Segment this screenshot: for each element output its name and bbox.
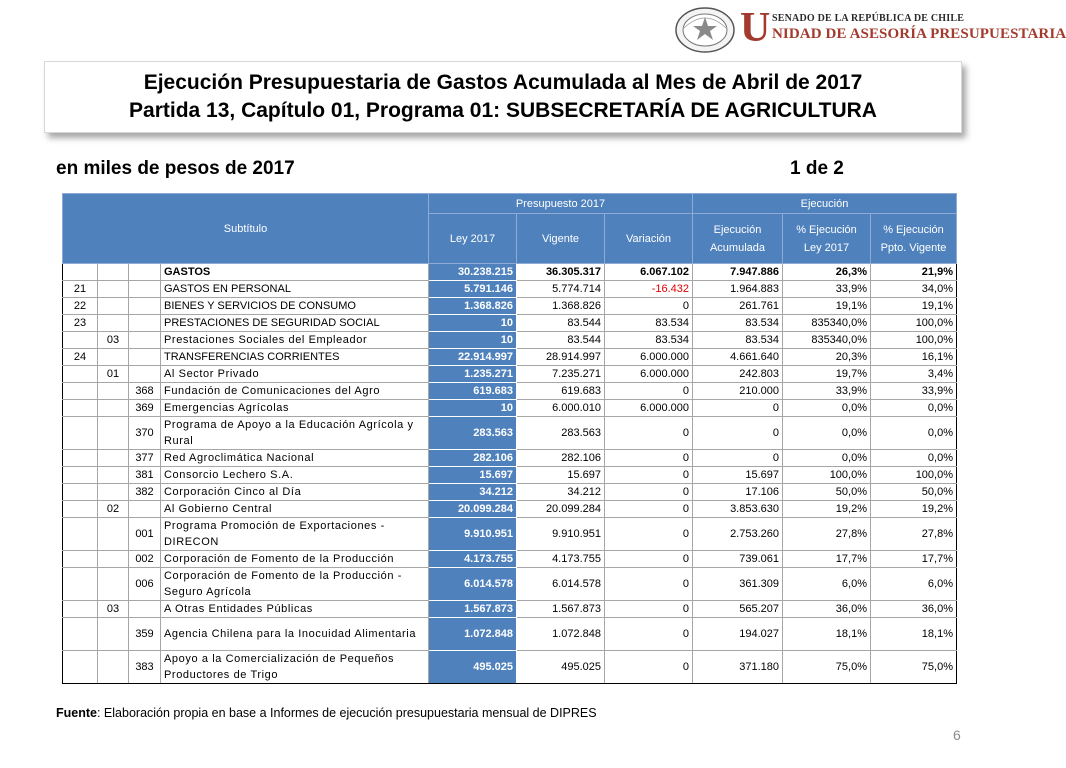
table-row bbox=[63, 467, 957, 484]
cell-variacion: 0 bbox=[605, 484, 693, 501]
cell-vigente: 6.000.010 bbox=[517, 400, 605, 417]
cell-ley-2017: 22.914.997 bbox=[429, 349, 517, 366]
cell-description: BIENES Y SERVICIOS DE CONSUMO bbox=[161, 298, 429, 315]
cell-ley-2017: 5.791.146 bbox=[429, 281, 517, 298]
table-row bbox=[63, 332, 957, 349]
cell-variacion: 0 bbox=[605, 501, 693, 518]
cell-ejecucion-acumulada: 0 bbox=[693, 417, 783, 450]
cell-pct-vigente: 19,1% bbox=[871, 298, 957, 315]
cell-ley-2017: 282.106 bbox=[429, 450, 517, 467]
cell-ejecucion-acumulada: 739.061 bbox=[693, 551, 783, 568]
senado-seal-icon bbox=[674, 6, 736, 54]
cell-code-asignacion: 382 bbox=[129, 484, 161, 501]
cell-ley-2017: 34.212 bbox=[429, 484, 517, 501]
cell-code-subtitulo bbox=[63, 467, 98, 484]
cell-pct-vigente: 16,1% bbox=[871, 349, 957, 366]
cell-code-asignacion: 383 bbox=[129, 651, 161, 684]
cell-code-asignacion: 006 bbox=[129, 568, 161, 601]
table-row bbox=[63, 618, 957, 651]
cell-code-subtitulo bbox=[63, 484, 98, 501]
cell-code-subtitulo: 22 bbox=[63, 298, 98, 315]
senado-label: SENADO DE LA REPÚBLICA DE CHILE bbox=[772, 13, 965, 24]
cell-code-asignacion: 002 bbox=[129, 551, 161, 568]
cell-description: Corporación de Fomento de la Producción - Seguro Agrícola bbox=[161, 568, 429, 601]
cell-code-subtitulo bbox=[63, 383, 98, 400]
cell-ejecucion-acumulada: 371.180 bbox=[693, 651, 783, 684]
cell-pct-ley: 19,7% bbox=[783, 366, 871, 383]
cell-code-item bbox=[98, 298, 129, 315]
cell-code-subtitulo: 24 bbox=[63, 349, 98, 366]
title-box bbox=[44, 61, 962, 133]
cell-description: Corporación Cinco al Día bbox=[161, 484, 429, 501]
cell-code-item bbox=[98, 551, 129, 568]
table-row bbox=[63, 568, 957, 601]
cell-vigente: 619.683 bbox=[517, 383, 605, 400]
cell-ejecucion-acumulada: 83.534 bbox=[693, 315, 783, 332]
cell-variacion: 0 bbox=[605, 518, 693, 551]
cell-vigente: 5.774.714 bbox=[517, 281, 605, 298]
units-label: en miles de pesos de 2017 bbox=[56, 158, 295, 179]
header-ley: Ley 2017 bbox=[429, 214, 517, 264]
cell-code-subtitulo bbox=[63, 264, 98, 281]
table-row bbox=[63, 298, 957, 315]
cell-pct-vigente: 6,0% bbox=[871, 568, 957, 601]
cell-code-item: 03 bbox=[98, 332, 129, 349]
cell-code-item bbox=[98, 467, 129, 484]
header-vigente: Vigente bbox=[517, 214, 605, 264]
cell-code-asignacion: 001 bbox=[129, 518, 161, 551]
source-label: Fuente bbox=[56, 706, 97, 720]
cell-code-subtitulo bbox=[63, 568, 98, 601]
table-row bbox=[63, 264, 957, 281]
header-ejecucion-acumulada: Ejecución Acumulada bbox=[693, 214, 783, 264]
cell-code-asignacion bbox=[129, 601, 161, 618]
cell-code-asignacion bbox=[129, 501, 161, 518]
cell-code-subtitulo bbox=[63, 450, 98, 467]
cell-code-subtitulo bbox=[63, 400, 98, 417]
cell-vigente: 6.014.578 bbox=[517, 568, 605, 601]
cell-ejecucion-acumulada: 210.000 bbox=[693, 383, 783, 400]
cell-code-asignacion: 377 bbox=[129, 450, 161, 467]
cell-description: Consorcio Lechero S.A. bbox=[161, 467, 429, 484]
cell-code-subtitulo: 23 bbox=[63, 315, 98, 332]
cell-pct-ley: 6,0% bbox=[783, 568, 871, 601]
cell-pct-ley: 18,1% bbox=[783, 618, 871, 651]
cell-description: Agencia Chilena para la Inocuidad Alimentaria bbox=[161, 618, 429, 651]
cell-variacion: -16.432 bbox=[605, 281, 693, 298]
cell-code-item bbox=[98, 400, 129, 417]
title-line-1: Ejecución Presupuestaria de Gastos Acumulada al Mes de Abril de 2017 bbox=[143, 71, 863, 94]
cell-pct-ley: 835340,0% bbox=[783, 315, 871, 332]
cell-vigente: 15.697 bbox=[517, 467, 605, 484]
cell-code-subtitulo bbox=[63, 651, 98, 684]
cell-pct-vigente: 3,4% bbox=[871, 366, 957, 383]
cell-code-asignacion bbox=[129, 315, 161, 332]
cell-description: GASTOS bbox=[161, 264, 429, 281]
cell-code-subtitulo: 21 bbox=[63, 281, 98, 298]
header-pct-ley: % Ejecución Ley 2017 bbox=[783, 214, 871, 264]
cell-pct-vigente: 0,0% bbox=[871, 417, 957, 450]
cell-code-item bbox=[98, 417, 129, 450]
cell-code-item bbox=[98, 484, 129, 501]
cell-pct-vigente: 0,0% bbox=[871, 450, 957, 467]
cell-code-subtitulo bbox=[63, 551, 98, 568]
cell-pct-vigente: 36,0% bbox=[871, 601, 957, 618]
cell-code-asignacion bbox=[129, 332, 161, 349]
table-row bbox=[63, 450, 957, 467]
cell-ley-2017: 20.099.284 bbox=[429, 501, 517, 518]
cell-code-item: 01 bbox=[98, 366, 129, 383]
cell-pct-ley: 19,2% bbox=[783, 501, 871, 518]
cell-ley-2017: 10 bbox=[429, 332, 517, 349]
cell-code-asignacion bbox=[129, 281, 161, 298]
cell-vigente: 1.072.848 bbox=[517, 618, 605, 651]
cell-pct-vigente: 17,7% bbox=[871, 551, 957, 568]
cell-pct-vigente: 50,0% bbox=[871, 484, 957, 501]
cell-variacion: 0 bbox=[605, 417, 693, 450]
cell-pct-ley: 19,1% bbox=[783, 298, 871, 315]
cell-code-subtitulo bbox=[63, 332, 98, 349]
cell-variacion: 0 bbox=[605, 568, 693, 601]
cell-pct-ley: 17,7% bbox=[783, 551, 871, 568]
table-row bbox=[63, 315, 957, 332]
cell-code-item bbox=[98, 349, 129, 366]
cell-pct-ley: 33,9% bbox=[783, 383, 871, 400]
cell-description: TRANSFERENCIAS CORRIENTES bbox=[161, 349, 429, 366]
table-row bbox=[63, 601, 957, 618]
cell-code-asignacion: 369 bbox=[129, 400, 161, 417]
cell-vigente: 1.368.826 bbox=[517, 298, 605, 315]
page-number: 6 bbox=[953, 727, 961, 743]
header-subtitulo: Subtítulo bbox=[63, 194, 429, 264]
cell-ley-2017: 10 bbox=[429, 315, 517, 332]
cell-ley-2017: 30.238.215 bbox=[429, 264, 517, 281]
cell-pct-ley: 36,0% bbox=[783, 601, 871, 618]
cell-variacion: 6.067.102 bbox=[605, 264, 693, 281]
cell-variacion: 0 bbox=[605, 467, 693, 484]
cell-ejecucion-acumulada: 17.106 bbox=[693, 484, 783, 501]
cell-pct-vigente: 27,8% bbox=[871, 518, 957, 551]
cell-code-asignacion: 368 bbox=[129, 383, 161, 400]
cell-ejecucion-acumulada: 242.803 bbox=[693, 366, 783, 383]
cell-ejecucion-acumulada: 0 bbox=[693, 400, 783, 417]
cell-ejecucion-acumulada: 15.697 bbox=[693, 467, 783, 484]
cell-vigente: 9.910.951 bbox=[517, 518, 605, 551]
cell-variacion: 6.000.000 bbox=[605, 400, 693, 417]
cell-code-item bbox=[98, 651, 129, 684]
cell-ley-2017: 10 bbox=[429, 400, 517, 417]
cell-code-subtitulo bbox=[63, 601, 98, 618]
cell-code-asignacion bbox=[129, 366, 161, 383]
cell-description: Red Agroclimática Nacional bbox=[161, 450, 429, 467]
cell-pct-ley: 0,0% bbox=[783, 417, 871, 450]
cell-code-subtitulo bbox=[63, 518, 98, 551]
table-row bbox=[63, 400, 957, 417]
cell-code-item bbox=[98, 450, 129, 467]
cell-variacion: 0 bbox=[605, 450, 693, 467]
cell-code-item bbox=[98, 315, 129, 332]
cell-variacion: 0 bbox=[605, 618, 693, 651]
cell-pct-ley: 26,3% bbox=[783, 264, 871, 281]
cell-ejecucion-acumulada: 4.661.640 bbox=[693, 349, 783, 366]
unidad-label: NIDAD DE ASESORÍA PRESUPUESTARIA bbox=[772, 26, 1066, 42]
cell-pct-ley: 33,9% bbox=[783, 281, 871, 298]
cell-code-item bbox=[98, 264, 129, 281]
cell-code-item bbox=[98, 618, 129, 651]
cell-ejecucion-acumulada: 1.964.883 bbox=[693, 281, 783, 298]
table-row bbox=[63, 383, 957, 400]
cell-code-item: 03 bbox=[98, 601, 129, 618]
cell-pct-ley: 0,0% bbox=[783, 400, 871, 417]
cell-ley-2017: 4.173.755 bbox=[429, 551, 517, 568]
header-pct-vigente: % Ejecución Ppto. Vigente bbox=[871, 214, 957, 264]
cell-code-item bbox=[98, 568, 129, 601]
cell-ley-2017: 619.683 bbox=[429, 383, 517, 400]
cell-variacion: 83.534 bbox=[605, 315, 693, 332]
cell-description: Prestaciones Sociales del Empleador bbox=[161, 332, 429, 349]
cell-vigente: 283.563 bbox=[517, 417, 605, 450]
cell-variacion: 0 bbox=[605, 601, 693, 618]
cell-pct-ley: 20,3% bbox=[783, 349, 871, 366]
table-row bbox=[63, 501, 957, 518]
cell-description: Fundación de Comunicaciones del Agro bbox=[161, 383, 429, 400]
header-presupuesto: Presupuesto 2017 bbox=[429, 194, 693, 214]
table-row bbox=[63, 417, 957, 450]
cell-vigente: 34.212 bbox=[517, 484, 605, 501]
cell-description: Programa de Apoyo a la Educación Agrícola y Rural bbox=[161, 417, 429, 450]
cell-variacion: 6.000.000 bbox=[605, 349, 693, 366]
cell-pct-vigente: 0,0% bbox=[871, 400, 957, 417]
cell-pct-ley: 75,0% bbox=[783, 651, 871, 684]
cell-pct-ley: 835340,0% bbox=[783, 332, 871, 349]
cell-ejecucion-acumulada: 361.309 bbox=[693, 568, 783, 601]
cell-code-asignacion bbox=[129, 349, 161, 366]
header-variacion: Variación bbox=[605, 214, 693, 264]
cell-ley-2017: 1.235.271 bbox=[429, 366, 517, 383]
cell-description: Emergencias Agrícolas bbox=[161, 400, 429, 417]
cell-ley-2017: 1.072.848 bbox=[429, 618, 517, 651]
cell-code-asignacion bbox=[129, 264, 161, 281]
cell-description: Programa Promoción de Exportaciones - DIRECON bbox=[161, 518, 429, 551]
cell-code-asignacion: 359 bbox=[129, 618, 161, 651]
unidad-initial: U bbox=[740, 5, 771, 51]
cell-variacion: 0 bbox=[605, 651, 693, 684]
cell-code-item bbox=[98, 383, 129, 400]
source-text: : Elaboración propia en base a Informes de ejecución presupuestaria mensual de DIPRES bbox=[96, 706, 597, 720]
table-row bbox=[63, 551, 957, 568]
cell-pct-ley: 50,0% bbox=[783, 484, 871, 501]
cell-code-asignacion bbox=[129, 298, 161, 315]
budget-table bbox=[62, 193, 957, 684]
cell-pct-vigente: 19,2% bbox=[871, 501, 957, 518]
cell-vigente: 7.235.271 bbox=[517, 366, 605, 383]
cell-description: Corporación de Fomento de la Producción bbox=[161, 551, 429, 568]
cell-vigente: 495.025 bbox=[517, 651, 605, 684]
cell-pct-vigente: 21,9% bbox=[871, 264, 957, 281]
table-row bbox=[63, 349, 957, 366]
cell-code-subtitulo bbox=[63, 417, 98, 450]
senado-logo bbox=[674, 5, 1066, 54]
table-row bbox=[63, 281, 957, 298]
cell-ejecucion-acumulada: 0 bbox=[693, 450, 783, 467]
cell-vigente: 83.544 bbox=[517, 315, 605, 332]
cell-code-item bbox=[98, 518, 129, 551]
cell-pct-ley: 0,0% bbox=[783, 450, 871, 467]
cell-variacion: 0 bbox=[605, 383, 693, 400]
cell-code-subtitulo bbox=[63, 501, 98, 518]
table-row bbox=[63, 484, 957, 501]
cell-ley-2017: 1.368.826 bbox=[429, 298, 517, 315]
cell-description: A Otras Entidades Públicas bbox=[161, 601, 429, 618]
page-indicator: 1 de 2 bbox=[790, 158, 844, 179]
cell-ejecucion-acumulada: 565.207 bbox=[693, 601, 783, 618]
cell-variacion: 83.534 bbox=[605, 332, 693, 349]
cell-description: GASTOS EN PERSONAL bbox=[161, 281, 429, 298]
cell-pct-vigente: 75,0% bbox=[871, 651, 957, 684]
cell-code-subtitulo bbox=[63, 618, 98, 651]
cell-vigente: 1.567.873 bbox=[517, 601, 605, 618]
cell-ley-2017: 1.567.873 bbox=[429, 601, 517, 618]
cell-ejecucion-acumulada: 7.947.886 bbox=[693, 264, 783, 281]
cell-ley-2017: 15.697 bbox=[429, 467, 517, 484]
cell-ejecucion-acumulada: 3.853.630 bbox=[693, 501, 783, 518]
cell-ley-2017: 283.563 bbox=[429, 417, 517, 450]
cell-code-item: 02 bbox=[98, 501, 129, 518]
cell-vigente: 36.305.317 bbox=[517, 264, 605, 281]
cell-code-subtitulo bbox=[63, 366, 98, 383]
cell-vigente: 28.914.997 bbox=[517, 349, 605, 366]
cell-vigente: 20.099.284 bbox=[517, 501, 605, 518]
cell-description: Apoyo a la Comercialización de Pequeños Productores de Trigo bbox=[161, 651, 429, 684]
cell-variacion: 0 bbox=[605, 551, 693, 568]
cell-variacion: 6.000.000 bbox=[605, 366, 693, 383]
cell-vigente: 4.173.755 bbox=[517, 551, 605, 568]
title-line-2: Partida 13, Capítulo 01, Programa 01: SUBSECRETARÍA DE AGRICULTURA bbox=[129, 99, 877, 122]
source-note bbox=[56, 706, 597, 720]
cell-ejecucion-acumulada: 83.534 bbox=[693, 332, 783, 349]
header-ejecucion: Ejecución bbox=[693, 194, 957, 214]
cell-description: Al Gobierno Central bbox=[161, 501, 429, 518]
cell-pct-vigente: 100,0% bbox=[871, 332, 957, 349]
cell-pct-vigente: 100,0% bbox=[871, 467, 957, 484]
cell-ley-2017: 9.910.951 bbox=[429, 518, 517, 551]
cell-ejecucion-acumulada: 2.753.260 bbox=[693, 518, 783, 551]
cell-ejecucion-acumulada: 261.761 bbox=[693, 298, 783, 315]
cell-vigente: 282.106 bbox=[517, 450, 605, 467]
cell-pct-vigente: 33,9% bbox=[871, 383, 957, 400]
cell-pct-vigente: 18,1% bbox=[871, 618, 957, 651]
table-row bbox=[63, 366, 957, 383]
cell-ley-2017: 6.014.578 bbox=[429, 568, 517, 601]
cell-pct-vigente: 100,0% bbox=[871, 315, 957, 332]
cell-vigente: 83.544 bbox=[517, 332, 605, 349]
cell-pct-vigente: 34,0% bbox=[871, 281, 957, 298]
cell-description: PRESTACIONES DE SEGURIDAD SOCIAL bbox=[161, 315, 429, 332]
cell-description: Al Sector Privado bbox=[161, 366, 429, 383]
cell-pct-ley: 27,8% bbox=[783, 518, 871, 551]
cell-ejecucion-acumulada: 194.027 bbox=[693, 618, 783, 651]
cell-code-asignacion: 381 bbox=[129, 467, 161, 484]
table-row bbox=[63, 651, 957, 684]
cell-code-item bbox=[98, 281, 129, 298]
cell-ley-2017: 495.025 bbox=[429, 651, 517, 684]
cell-code-asignacion: 370 bbox=[129, 417, 161, 450]
table-row bbox=[63, 518, 957, 551]
cell-pct-ley: 100,0% bbox=[783, 467, 871, 484]
cell-variacion: 0 bbox=[605, 298, 693, 315]
